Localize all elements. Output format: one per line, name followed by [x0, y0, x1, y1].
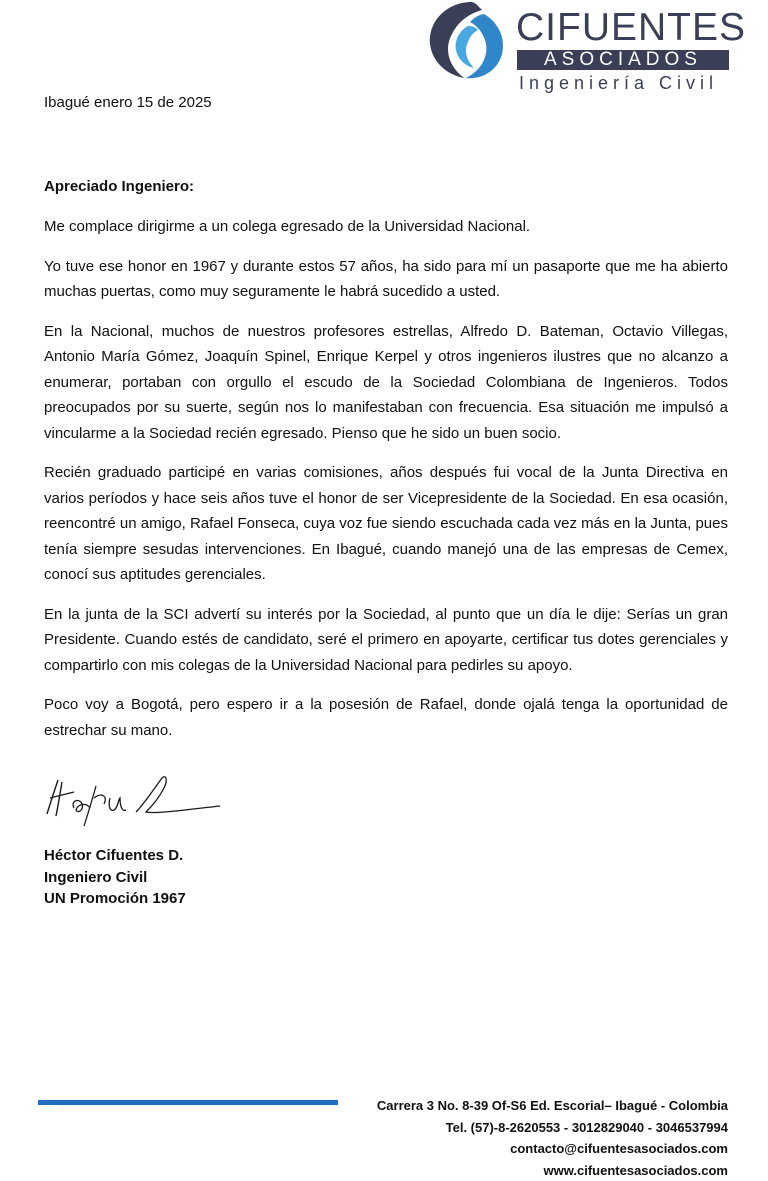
paragraph: Poco voy a Bogotá, pero espero ir a la posesión de Rafael, donde ojalá tenga la oportunidad de estrechar su mano.	[44, 692, 728, 743]
signer-block	[44, 845, 186, 910]
company-logo	[424, 0, 734, 95]
footer-website[interactable]: www.cifuentesasociados.com	[377, 1160, 728, 1181]
logo-mark-icon	[424, 0, 508, 80]
signer-title: Ingeniero Civil	[44, 867, 186, 889]
footer-email[interactable]: contacto@cifuentesasociados.com	[377, 1138, 728, 1160]
logo-tagline: Ingeniería Civil	[519, 73, 718, 93]
paragraph: Yo tuve ese honor en 1967 y durante estos 57 años, ha sido para mí un pasaporte que me ha abierto muchas puertas, como muy seguramente le habrá sucedido a usted.	[44, 254, 728, 305]
footer-address: Carrera 3 No. 8-39 Of-S6 Ed. Escorial– Ibagué - Colombia	[377, 1095, 728, 1117]
handwritten-signature	[44, 768, 224, 828]
letter-date: Ibagué enero 15 de 2025	[44, 94, 212, 111]
signer-promo: UN Promoción 1967	[44, 888, 186, 910]
logo-name: CIFUENTES	[516, 8, 746, 47]
salutation: Apreciado Ingeniero:	[44, 178, 194, 195]
signer-name: Héctor Cifuentes D.	[44, 845, 186, 867]
paragraph: En la Nacional, muchos de nuestros profesores estrellas, Alfredo D. Bateman, Octavio Villegas, Antonio María Gómez, Joaquín Spinel, Enrique Kerpel y otros ingenieros ilustres que no alcanzo a enumerar, portaban con orgullo el escudo de la Sociedad Colombiana de Ingenieros. Todos preocupados por su suerte, según nos lo manifestaban con frecuencia. Esa situación me impulsó a vincularme a la Sociedad recién egresado. Pienso que he sido un buen socio.	[44, 319, 728, 447]
footer-phones: Tel. (57)-8-2620553 - 3012829040 - 3046537994	[377, 1117, 728, 1139]
paragraph: Me complace dirigirme a un colega egresado de la Universidad Nacional.	[44, 214, 728, 240]
paragraph: En la junta de la SCI advertí su interés por la Sociedad, al punto que un día le dije: Serías un gran Presidente. Cuando estés de candidato, seré el primero en apoyarte, certificar tus dotes gerenciales y compartirlo con mis colegas de la Universidad Nacional para pedirles su apoyo.	[44, 602, 728, 679]
footer-divider	[38, 1100, 338, 1105]
logo-subtitle: ASOCIADOS	[517, 50, 729, 70]
paragraph: Recién graduado participé en varias comisiones, años después fui vocal de la Junta Directiva en varios períodos y hace seis años tuve el honor de ser Vicepresidente de la Sociedad. En esa ocasión, reencontré un amigo, Rafael Fonseca, cuya voz fue siendo escuchada cada vez más en la Junta, pues tenía siempre sesudas intervenciones. En Ibagué, cuando manejó una de las empresas de Cemex, conocí sus aptitudes gerenciales.	[44, 460, 728, 588]
footer-contact	[377, 1095, 728, 1181]
letter-body	[44, 214, 728, 757]
